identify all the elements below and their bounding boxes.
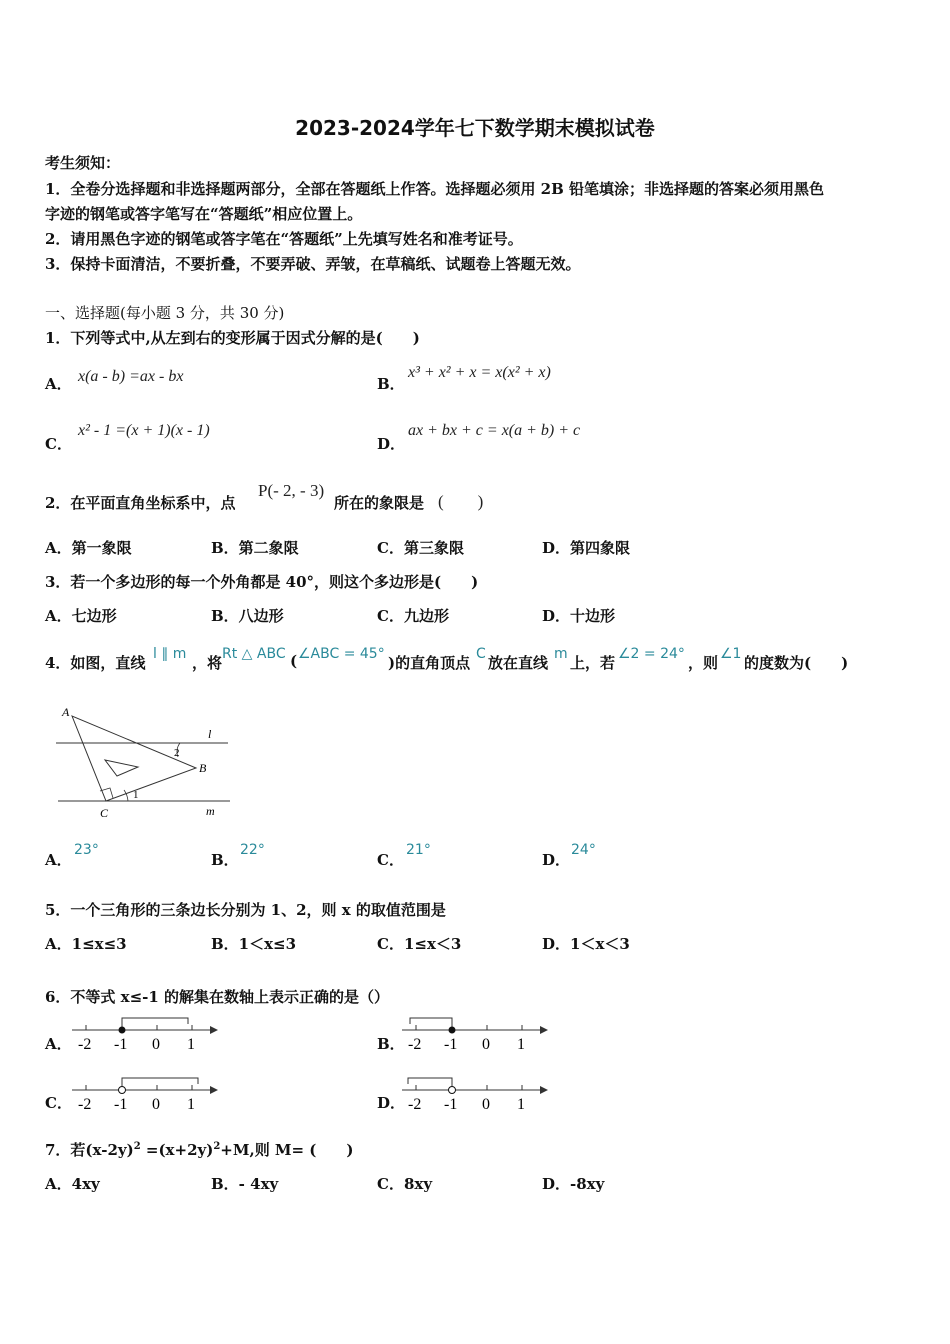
q4-stem-1: 4．如图，直线 [45, 654, 146, 672]
tick-label: 0 [152, 1096, 160, 1113]
q2-option-a: A．第一象限 [45, 539, 132, 557]
q5-stem: 5．一个三角形的三条边长分别为 1、2，则 x 的取值范围是 [45, 901, 446, 919]
q4-option-c-label: C． [377, 851, 404, 869]
q3-option-d: D．十边形 [542, 607, 616, 625]
q6-option-b-label: B． [377, 1035, 405, 1053]
q4-option-b-value: 22° [240, 842, 265, 858]
q6-number-line-c [70, 1074, 220, 1116]
q4-option-d-value: 24° [571, 842, 596, 858]
q7-option-b: B．- 4xy [211, 1175, 279, 1193]
q4-math-angle-abc: ∠ABC = 45° [298, 646, 385, 662]
tick-label: 1 [517, 1036, 525, 1053]
solution-ray [122, 1018, 188, 1030]
label-l: l [208, 727, 212, 741]
q4-stem-6: 上，若 [570, 654, 616, 672]
solid-dot [119, 1027, 126, 1034]
tick-label: -2 [78, 1036, 92, 1053]
q2-point: P(- 2, - 3) [258, 481, 325, 500]
q7-sup-1: 2 [133, 1141, 141, 1152]
label-angle-2: 2 [174, 747, 180, 759]
q4-figure [50, 700, 240, 825]
tick-label: 1 [187, 1036, 195, 1053]
tick-label: -2 [408, 1036, 422, 1053]
q4-stem-2: ，将 [192, 654, 223, 672]
q6-stem: 6．不等式 x≤-1 的解集在数轴上表示正确的是（） [45, 988, 390, 1006]
q1-option-c-label: C． [45, 435, 72, 453]
tick-label: 0 [482, 1036, 490, 1053]
q1-option-d-math: ax + bx + c = x(a + b) + c [408, 422, 581, 439]
q3-option-b: B．八边形 [211, 607, 284, 625]
q2-option-b: B．第二象限 [211, 539, 299, 557]
q3-option-a: A．七边形 [45, 607, 117, 625]
tick-label: 1 [187, 1096, 195, 1113]
q7-option-a: A．4xy [45, 1175, 100, 1193]
q2-option-d: D．第四象限 [542, 539, 631, 557]
label-b: B [199, 761, 207, 775]
q4-stem-8: 的度数为( ) [744, 654, 849, 672]
tick-label: 0 [482, 1096, 490, 1113]
q7-stem-a: 7．若(x-2y) [45, 1141, 134, 1159]
tick-label: 1 [517, 1096, 525, 1113]
q2-option-c: C．第三象限 [377, 539, 464, 557]
notice-line-3: 3．保持卡面清洁，不要折叠，不要弄破、弄皱，在草稿纸、试题卷上答题无效。 [45, 255, 581, 273]
q5-option-b: B．1＜x≤3 [211, 935, 297, 953]
angle-1-arc [124, 790, 128, 801]
tick-label: -1 [444, 1036, 458, 1053]
q4-math-c: C [476, 646, 486, 662]
q1-option-c-math: x² - 1 =(x + 1)(x - 1) [78, 422, 210, 439]
q5-option-c: C．1≤x＜3 [377, 935, 462, 953]
q2-stem-post: 所在的象限是 [334, 494, 425, 512]
q7-option-d: D．-8xy [542, 1175, 605, 1193]
q6-option-a-label: A． [45, 1035, 72, 1053]
q6-number-line-d [400, 1074, 550, 1116]
q4-option-d-label: D． [542, 851, 571, 869]
q4-stem-7: ，则 [688, 654, 719, 672]
q3-stem: 3．若一个多边形的每一个外角都是 40°，则这个多边形是( ) [45, 573, 479, 591]
page-title: 2023-2024学年七下数学期末模拟试卷 [295, 116, 655, 140]
q4-stem-4: )的直角顶点 [388, 654, 471, 672]
q5-option-a: A．1≤x≤3 [45, 935, 127, 953]
hollow-dot [119, 1087, 126, 1094]
q1-option-b-math: x³ + x² + x = x(x² + x) [408, 364, 551, 381]
q7-stem-b: =(x+2y) [140, 1141, 214, 1159]
q1-option-b-label: B． [377, 375, 405, 393]
section-heading: 一、选择题(每小题 3 分，共 30 分) [45, 304, 285, 322]
notice-heading: 考生须知： [45, 154, 121, 172]
q4-math-angle2: ∠2 = 24° [618, 646, 685, 662]
q3-option-c: C．九边形 [377, 607, 449, 625]
q6-option-d-label: D． [377, 1094, 406, 1112]
tick-label: -1 [444, 1096, 458, 1113]
q7-stem-c: +M,则 M= ( ) [220, 1141, 354, 1159]
q7-option-c: C．8xy [377, 1175, 433, 1193]
q1-option-d-label: D． [377, 435, 406, 453]
q6-number-line-b [400, 1014, 550, 1056]
notice-line-1a: 1．全卷分选择题和非选择题两部分，全部在答题纸上作答。选择题必须用 2B 铅笔填涂；非选择题的答案必须用黑色 [45, 180, 825, 198]
tick-label: -2 [78, 1096, 92, 1113]
q4-option-a-value: 23° [74, 842, 99, 858]
q6-option-c-label: C． [45, 1094, 72, 1112]
q1-option-a-math: x(a - b) =ax - bx [78, 368, 184, 385]
q1-stem: 1．下列等式中,从左到右的变形属于因式分解的是( ) [45, 329, 420, 347]
q1-option-a-label: A． [45, 375, 72, 393]
solution-ray [122, 1078, 198, 1086]
label-m: m [206, 804, 215, 818]
inner-triangle [105, 760, 138, 776]
q4-math-triangle: Rt △ ABC [222, 646, 286, 662]
notice-line-2: 2．请用黑色字迹的钢笔或答字笔在“答题纸”上先填写姓名和准考证号。 [45, 230, 523, 248]
solution-ray [408, 1078, 452, 1086]
solid-dot [449, 1027, 456, 1034]
q4-stem-5: 放在直线 [488, 654, 549, 672]
q4-stem-3: ( [290, 652, 298, 670]
tick-label: -1 [114, 1096, 128, 1113]
q2-paren: ( ) [438, 492, 484, 511]
q7-sup-2: 2 [213, 1141, 221, 1152]
label-a: A [62, 705, 70, 719]
q4-math-parallel: l ∥ m [153, 646, 187, 662]
tick-label: -2 [408, 1096, 422, 1113]
tick-label: 0 [152, 1036, 160, 1053]
notice-line-1b: 字迹的钢笔或答字笔写在“答题纸”相应位置上。 [45, 205, 363, 223]
q4-option-c-value: 21° [406, 842, 431, 858]
q4-option-b-label: B． [211, 851, 239, 869]
q4-math-m: m [554, 646, 568, 662]
q6-number-line-a [70, 1014, 220, 1056]
tick-label: -1 [114, 1036, 128, 1053]
q5-option-d: D．1＜x＜3 [542, 935, 630, 953]
q4-option-a-label: A． [45, 851, 72, 869]
q4-math-angle1: ∠1 [720, 646, 742, 662]
q7-stem [45, 1139, 354, 1160]
label-angle-1: 1 [133, 789, 139, 801]
hollow-dot [449, 1087, 456, 1094]
right-angle-mark [100, 788, 113, 798]
label-c: C [100, 806, 109, 820]
q2-stem-pre: 2．在平面直角坐标系中，点 [45, 494, 236, 512]
